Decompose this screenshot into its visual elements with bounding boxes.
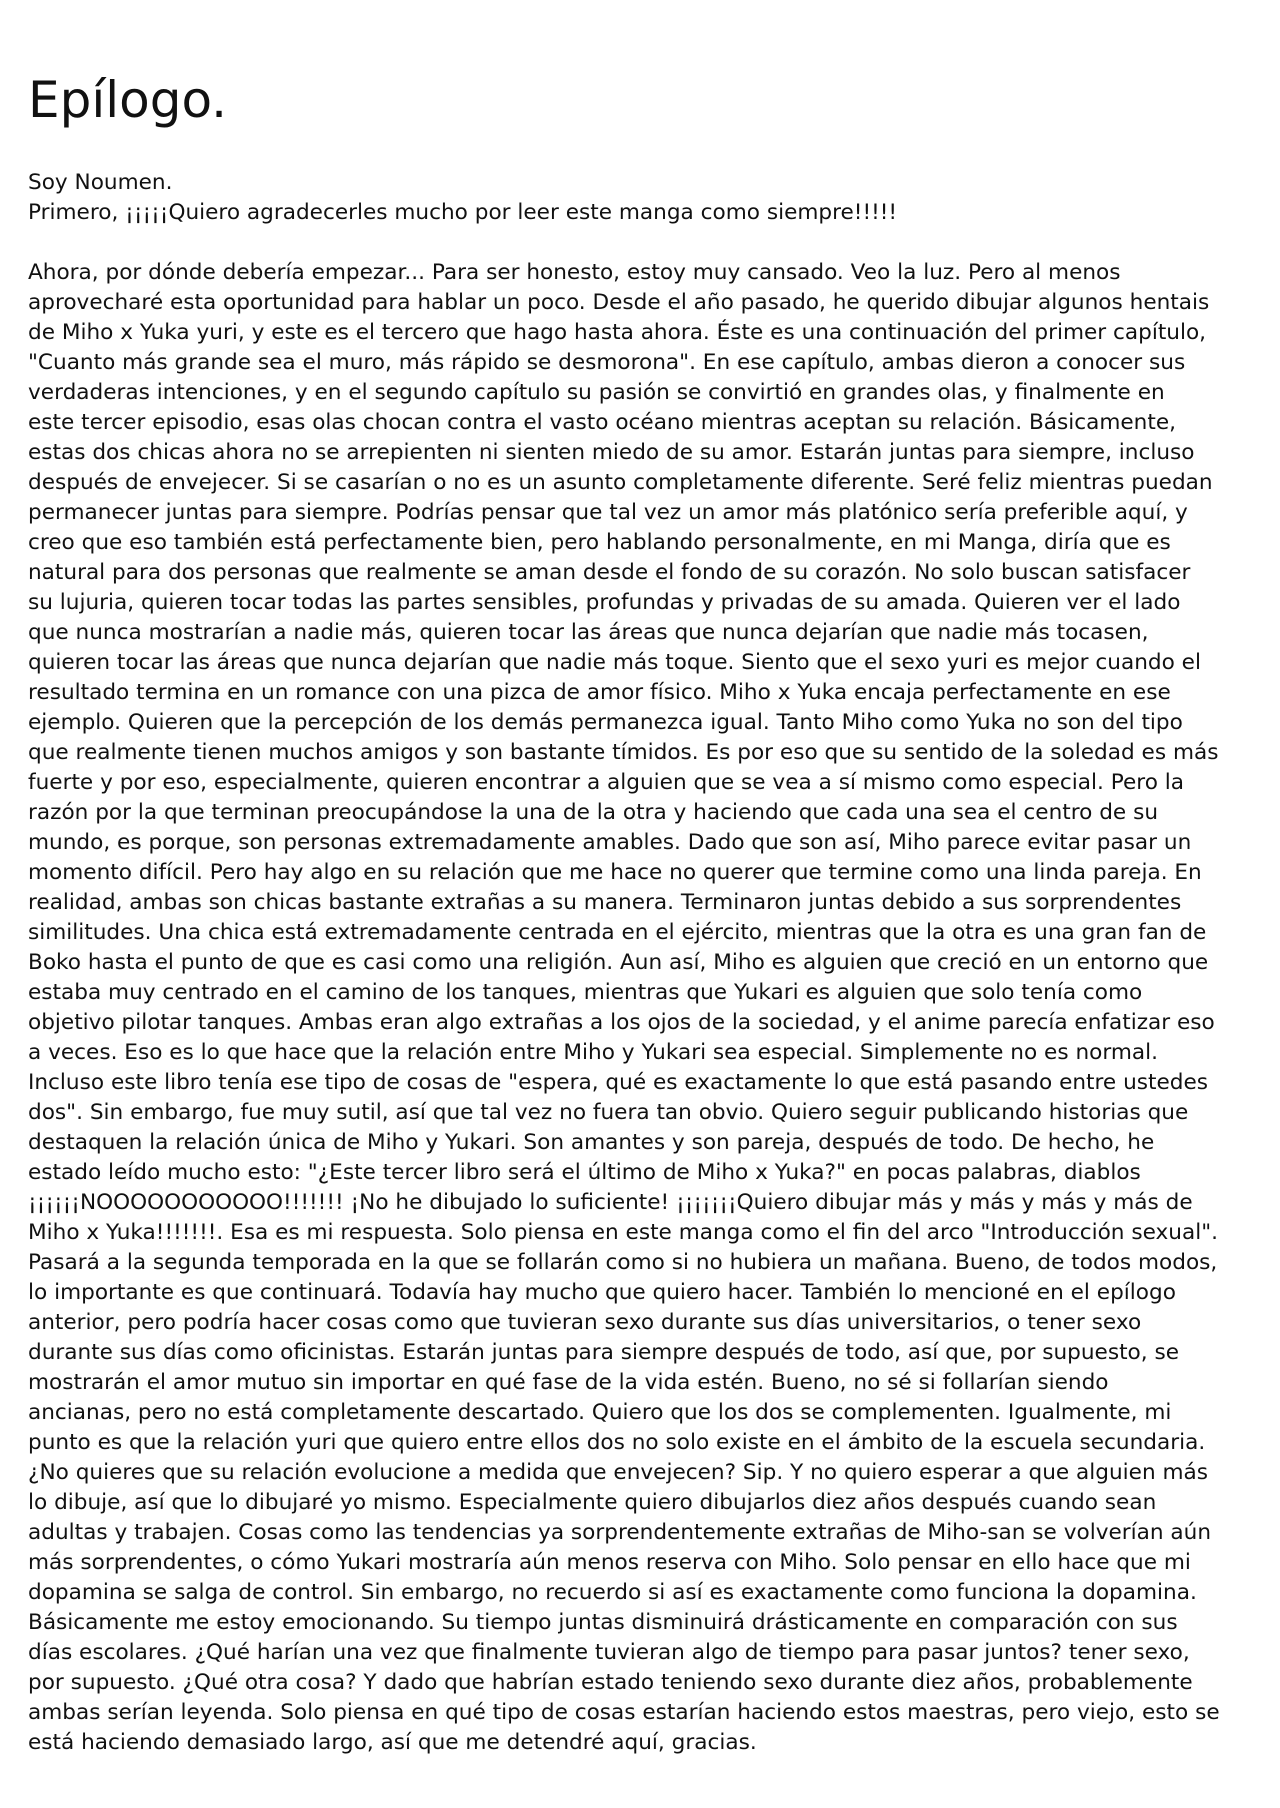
- body-line: verdaderas intenciones, y en el segundo capítulo su pasión se convirtió en grandes olas, y finalmente en: [28, 380, 1165, 405]
- body-line: resultado termina en un romance con una pizca de amor físico. Miho x Yuka encaja perfectamente en ese: [28, 680, 1171, 705]
- body-line: este tercer episodio, esas olas chocan contra el vasto océano mientras aceptan su relación. Básicamente,: [28, 410, 1176, 435]
- thanks-line: Primero, ¡¡¡¡¡Quiero agradecerles mucho por leer este manga como siempre!!!!!: [28, 200, 898, 225]
- body-line: estado leído mucho esto: "¿Este tercer libro será el último de Miho x Yuka?" en pocas palabras, diablos: [28, 1160, 1141, 1185]
- body-line: durante sus días como oficinistas. Estarán juntas para siempre después de todo, así que, por supuesto, se: [28, 1340, 1180, 1365]
- body-line: dos". Sin embargo, fue muy sutil, así que tal vez no fuera tan obvio. Quiero seguir publicando historias que: [28, 1100, 1189, 1125]
- document-page: [28, 70, 1264, 1758]
- body-line: Boko hasta el punto de que es casi como una religión. Aun así, Miho es alguien que creció en un entorno que: [28, 950, 1209, 975]
- body-line: creo que eso también está perfectamente bien, pero hablando personalmente, en mi Manga, diría que es: [28, 530, 1171, 555]
- body-line: días escolares. ¿Qué harían una vez que finalmente tuvieran algo de tiempo para pasar juntos? tener sexo,: [28, 1640, 1190, 1665]
- body-line: dopamina se salga de control. Sin embargo, no recuerdo si así es exactamente como funciona la dopamina.: [28, 1580, 1197, 1605]
- body-line: adultas y trabajen. Cosas como las tendencias ya sorprendentemente extrañas de Miho-san se volverían aún: [28, 1520, 1212, 1545]
- body-line: estas dos chicas ahora no se arrepienten ni sienten miedo de su amor. Estarán juntas para siempre, incluso: [28, 440, 1195, 465]
- body-line: quieren tocar las áreas que nunca dejarían que nadie más toque. Siento que el sexo yuri es mejor cuando el: [28, 650, 1201, 675]
- body-line: está haciendo demasiado largo, así que me detendré aquí, gracias.: [28, 1730, 757, 1755]
- body-line: a veces. Eso es lo que hace que la relación entre Miho y Yukari sea especial. Simplemente no es normal.: [28, 1040, 1158, 1065]
- body-line: mostrarán el amor mutuo sin importar en qué fase de la vida estén. Bueno, no sé si follarían siendo: [28, 1370, 1109, 1395]
- body-line: fuerte y por eso, especialmente, quieren encontrar a alguien que se vea a sí mismo como especial. Pero la: [28, 770, 1185, 795]
- body-line: similitudes. Una chica está extremadamente centrada en el ejército, mientras que la otra es una gran fan de: [28, 920, 1207, 945]
- body-line: que nunca mostrarían a nadie más, quieren tocar las áreas que nunca dejarían que nadie más tocasen,: [28, 620, 1149, 645]
- body-line: después de envejecer. Si se casarían o no es un asunto completamente diferente. Seré feliz mientras puedan: [28, 470, 1213, 495]
- body-line: Incluso este libro tenía ese tipo de cosas de "espera, qué es exactamente lo que está pasando entre ustedes: [28, 1070, 1209, 1095]
- body-line: Miho x Yuka!!!!!!!. Esa es mi respuesta. Solo piensa en este manga como el fin del arco "Introducción sexual".: [28, 1220, 1219, 1245]
- body-line: de Miho x Yuka yuri, y este es el tercero que hago hasta ahora. Éste es una continuación del primer capítulo,: [28, 320, 1207, 345]
- body-line: punto es que la relación yuri que quiero entre ellos dos no solo existe en el ámbito de la escuela secundaria.: [28, 1430, 1206, 1455]
- body-line: "Cuanto más grande sea el muro, más rápido se desmorona". En ese capítulo, ambas dieron a conocer sus: [28, 350, 1186, 375]
- body-line: ejemplo. Quieren que la percepción de los demás permanezca igual. Tanto Miho como Yuka no son del tipo: [28, 710, 1183, 735]
- body-line: su lujuria, quieren tocar todas las partes sensibles, profundas y privadas de su amada. Quieren ver el lado: [28, 590, 1181, 615]
- body-line: que realmente tienen muchos amigos y son bastante tímidos. Es por eso que su sentido de la soledad es más: [28, 740, 1219, 765]
- body-line: natural para dos personas que realmente se aman desde el fondo de su corazón. No solo buscan satisfacer: [28, 560, 1191, 585]
- body-line: lo importante es que continuará. Todavía hay mucho que quiero hacer. También lo mencioné en el epílogo: [28, 1280, 1176, 1305]
- author-greeting: Soy Noumen.: [28, 170, 173, 195]
- body-line: mundo, es porque, son personas extremadamente amables. Dado que son así, Miho parece evitar pasar un: [28, 830, 1192, 855]
- body-line: anterior, pero podría hacer cosas como que tuvieran sexo durante sus días universitarios, o tener sexo: [28, 1310, 1142, 1335]
- body-line: ¡¡¡¡¡¡NOOOOOOOOOOO!!!!!!! ¡No he dibujado lo suficiente! ¡¡¡¡¡¡¡Quiero dibujar más y más y más y más de: [28, 1190, 1193, 1215]
- body-line: por supuesto. ¿Qué otra cosa? Y dado que habrían estado teniendo sexo durante diez años, probablemente: [28, 1670, 1193, 1695]
- body-line: ancianas, pero no está completamente descartado. Quiero que los dos se complementen. Igualmente, mi: [28, 1400, 1172, 1425]
- body-line: estaba muy centrado en el camino de los tanques, mientras que Yukari es alguien que solo tenía como: [28, 980, 1143, 1005]
- body-line: razón por la que terminan preocupándose la una de la otra y haciendo que cada una sea el centro de su: [28, 800, 1159, 825]
- body-line: aprovecharé esta oportunidad para hablar un poco. Desde el año pasado, he querido dibujar algunos hentais: [28, 290, 1210, 315]
- body-line: más sorprendentes, o cómo Yukari mostraría aún menos reserva con Miho. Solo pensar en ello hace que mi: [28, 1550, 1191, 1575]
- body-line: permanecer juntas para siempre. Podrías pensar que tal vez un amor más platónico sería preferible aquí, y: [28, 500, 1188, 525]
- page-title: Epílogo.: [28, 71, 228, 129]
- body-line: destaquen la relación única de Miho y Yukari. Son amantes y son pareja, después de todo. De hecho, he: [28, 1130, 1155, 1155]
- body-line: ambas serían leyenda. Solo piensa en qué tipo de cosas estarían haciendo estos maestras, pero viejo, esto se: [28, 1700, 1220, 1725]
- body-line: lo dibuje, así que lo dibujaré yo mismo. Especialmente quiero dibujarlos diez años después cuando sean: [28, 1490, 1157, 1515]
- body-line: Básicamente me estoy emocionando. Su tiempo juntas disminuirá drásticamente en comparación con sus: [28, 1610, 1178, 1635]
- body-line: realidad, ambas son chicas bastante extrañas a su manera. Terminaron juntas debido a sus sorprendentes: [28, 890, 1182, 915]
- body-line: Pasará a la segunda temporada en la que se follarán como si no hubiera un mañana. Bueno, de todos modos,: [28, 1250, 1218, 1275]
- body-line: objetivo pilotar tanques. Ambas eran algo extrañas a los ojos de la sociedad, y el anime parecía enfatizar eso: [28, 1010, 1215, 1035]
- body-line: momento difícil. Pero hay algo en su relación que me hace no querer que termine como una linda pareja. En: [28, 860, 1202, 885]
- epilogue-body: [28, 258, 1264, 1758]
- body-line: ¿No quieres que su relación evolucione a medida que envejecen? Sip. Y no quiero esperar a que alguien más: [28, 1460, 1209, 1485]
- body-line: Ahora, por dónde debería empezar... Para ser honesto, estoy muy cansado. Veo la luz. Pero al menos: [28, 260, 1121, 285]
- paragraph-gap: [28, 228, 1264, 258]
